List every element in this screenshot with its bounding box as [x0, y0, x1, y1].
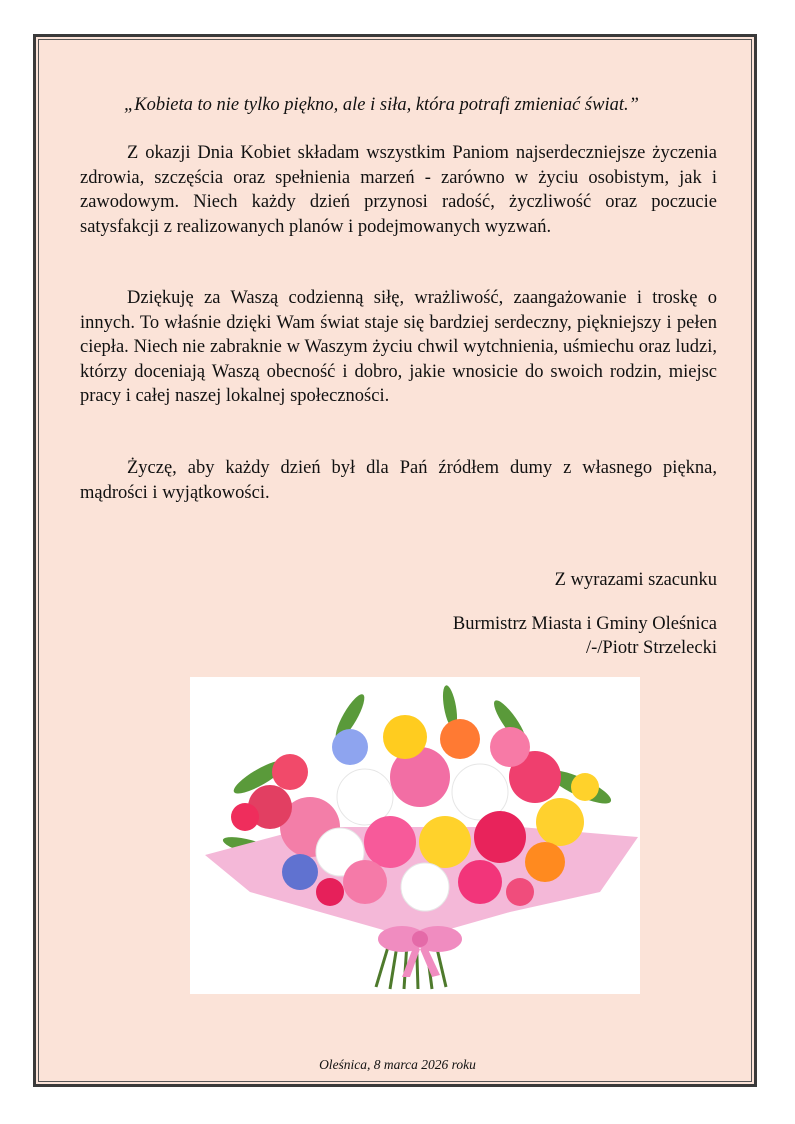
flower-bouquet-image [190, 677, 640, 994]
paragraph-thanks: Dziękuję za Waszą codzienną siłę, wrażliwość, zaangażowanie i troskę o innych. To właśnie dzięki Wam świat staje się bardziej serdeczny, piękniejszy i pełen ciepła. Niech nie zabraknie w Waszym życiu chwil wytchnienia, uśmiechu oraz ludzi, którzy doceniają Waszą obecność i dobro, jakie wnosicie do swoich rodzin, miejsc pracy i całej naszej lokalnej społeczności. [80, 288, 717, 406]
paragraph-closing-wish: Życzę, aby każdy dzień był dla Pań źródłem dumy z własnego piękna, mądrości i wyjątkowości. [80, 458, 717, 503]
bouquet-illustration [190, 677, 640, 994]
ribbon-bow [378, 926, 462, 977]
signature-closing: Z wyrazami szacunku [554, 570, 717, 590]
flower-heads [231, 715, 599, 911]
quote: „Kobieta to nie tylko piękno, ale i siła, która potrafi zmieniać świat.” [124, 95, 639, 115]
signature-title: Burmistrz Miasta i Gminy Oleśnica [452, 614, 717, 634]
place-and-date: Oleśnica, 8 marca 2026 roku [319, 1057, 476, 1072]
signature-name: /-/Piotr Strzelecki [585, 638, 717, 658]
paragraph-wishes: Z okazji Dnia Kobiet składam wszystkim Paniom najserdeczniejsze życzenia zdrowia, szczęścia oraz spełnienia marzeń - zarówno w życiu osobistym, jak i zawodowym. Niech każdy dzień przynosi radość, życzliwość oraz poczucie satysfakcji z realizowanych planów i podejmowanych wyzwań. [80, 143, 717, 237]
